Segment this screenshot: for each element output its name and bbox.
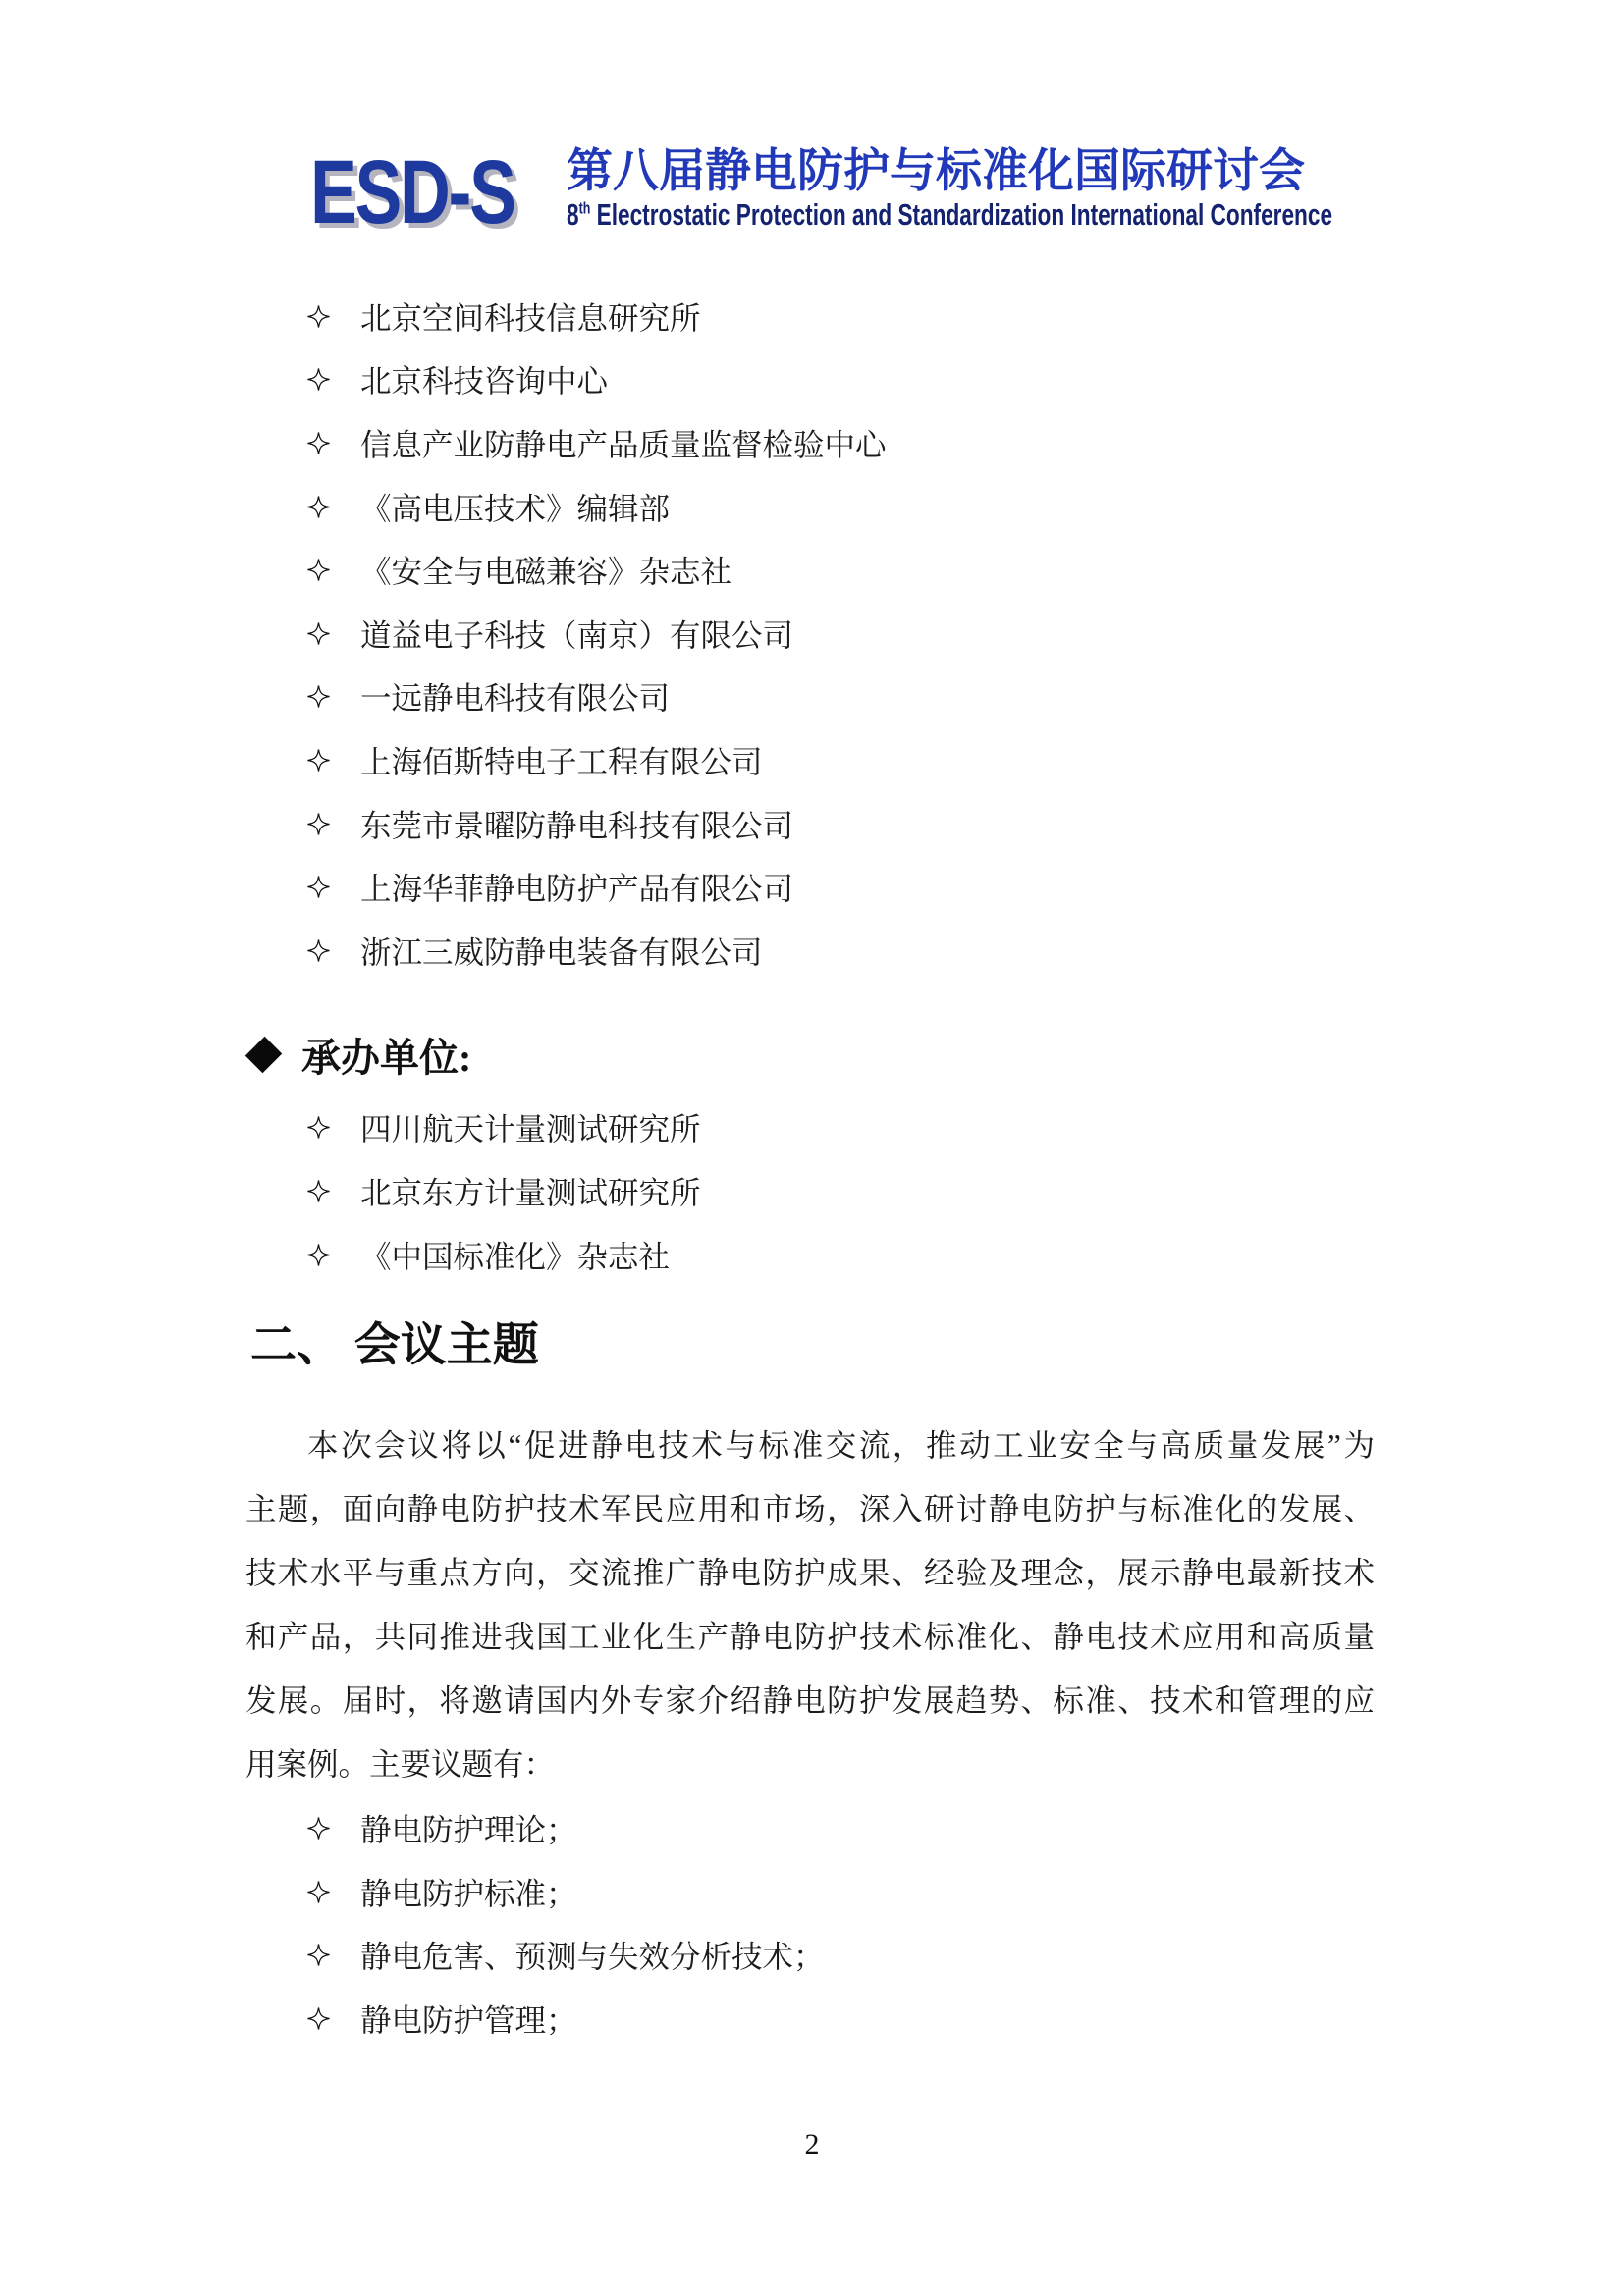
list-item	[245, 1223, 1375, 1287]
document-body	[245, 285, 1375, 2051]
header-titles	[567, 143, 1616, 233]
four-pointed-star-icon	[307, 1244, 330, 1266]
list-item	[245, 285, 1375, 348]
list-item	[245, 919, 1375, 983]
section-heading-topics: 二、 会议主题	[250, 1320, 539, 1372]
four-pointed-star-icon	[307, 432, 330, 454]
four-pointed-star-icon	[307, 749, 330, 772]
list-item-label: 信息产业防静电产品质量监督检验中心	[360, 427, 887, 462]
paragraph-line: 用案例。主要议题有：	[245, 1747, 556, 1783]
list-item	[245, 728, 1375, 792]
list-item-label: 《安全与电磁兼容》杂志社	[360, 555, 732, 590]
undertaker-heading-label: 承办单位:	[301, 1036, 472, 1081]
ordinal-suffix: th	[578, 199, 591, 219]
list-item-label: 北京空间科技信息研究所	[360, 300, 701, 336]
list-item	[245, 411, 1375, 475]
list-item	[245, 666, 1375, 729]
four-pointed-star-icon	[307, 876, 330, 898]
paragraph-line: 本次会议将以“促进静电技术与标准交流，推动工业安全与高质量发展”为	[307, 1428, 1375, 1464]
list-item	[245, 1796, 1375, 1860]
list-item	[245, 1860, 1375, 1924]
paragraph-line: 主题，面向静电防护技术军民应用和市场，深入研讨静电防护与标准化的发展、	[245, 1492, 1375, 1527]
four-pointed-star-icon	[307, 1944, 330, 1966]
conference-title-en	[567, 197, 1333, 233]
four-pointed-star-icon	[307, 813, 330, 835]
ordinal-number: 8	[567, 197, 579, 233]
list-item	[245, 1096, 1375, 1160]
page-number: 2	[804, 2128, 820, 2161]
four-pointed-star-icon	[307, 1116, 330, 1139]
list-item-label: 上海佰斯特电子工程有限公司	[360, 744, 763, 779]
four-pointed-star-icon	[307, 685, 330, 708]
list-item-label: 北京科技咨询中心	[360, 364, 609, 400]
list-item	[245, 475, 1375, 539]
list-item-label: 一远静电科技有限公司	[360, 681, 671, 717]
list-item-label: 四川航天计量测试研究所	[360, 1112, 701, 1148]
list-item	[245, 1924, 1375, 1988]
four-pointed-star-icon	[307, 368, 330, 391]
list-item	[245, 348, 1375, 412]
list-item	[245, 792, 1375, 856]
list-item-label: 《中国标准化》杂志社	[360, 1239, 671, 1274]
organizer-list	[245, 285, 1375, 983]
theme-paragraph	[245, 1414, 1375, 1796]
list-item	[245, 538, 1375, 602]
four-pointed-star-icon	[307, 2007, 330, 2030]
list-item	[245, 602, 1375, 666]
list-item-label: 浙江三威防静电装备有限公司	[360, 934, 763, 970]
list-item-label: 静电防护理论；	[360, 1813, 577, 1848]
conference-title-en-text: Electrostatic Protection and Standardization International Conference	[590, 197, 1333, 233]
four-pointed-star-icon	[307, 939, 330, 962]
undertaker-list	[245, 1096, 1375, 1287]
four-pointed-star-icon	[307, 1881, 330, 1903]
four-pointed-star-icon	[307, 496, 330, 518]
list-item-label: 道益电子科技（南京）有限公司	[360, 617, 794, 653]
paragraph-line: 技术水平与重点方向，交流推广静电防护成果、经验及理念，展示静电最新技术	[245, 1556, 1375, 1591]
list-item-label: 《高电压技术》编辑部	[360, 491, 671, 526]
four-pointed-star-icon	[307, 305, 330, 328]
list-item-label: 上海华菲静电防护产品有限公司	[360, 872, 794, 907]
list-item-label: 静电防护管理；	[360, 2002, 577, 2038]
list-item-label: 北京东方计量测试研究所	[360, 1175, 701, 1210]
esd-s-logo: ESD-S	[310, 142, 514, 242]
list-item-label: 静电防护标准；	[360, 1876, 577, 1911]
paragraph-line: 和产品，共同推进我国工业化生产静电防护技术标准化、静电技术应用和高质量	[245, 1620, 1375, 1655]
topic-list	[245, 1796, 1375, 2050]
undertaker-heading	[245, 1030, 1375, 1081]
list-item	[245, 1987, 1375, 2051]
list-item-label: 静电危害、预测与失效分析技术；	[360, 1940, 825, 1975]
conference-title-zh: 第八届静电防护与标准化国际研讨会	[567, 144, 1305, 196]
four-pointed-star-icon	[307, 1817, 330, 1840]
list-item	[245, 1159, 1375, 1223]
black-diamond-icon	[245, 1037, 282, 1073]
paragraph-line: 发展。届时，将邀请国内外专家介绍静电防护发展趋势、标准、技术和管理的应	[245, 1683, 1375, 1719]
four-pointed-star-icon	[307, 1180, 330, 1202]
list-item	[245, 855, 1375, 919]
four-pointed-star-icon	[307, 559, 330, 581]
list-item-label: 东莞市景曜防静电科技有限公司	[360, 808, 794, 843]
four-pointed-star-icon	[307, 622, 330, 645]
